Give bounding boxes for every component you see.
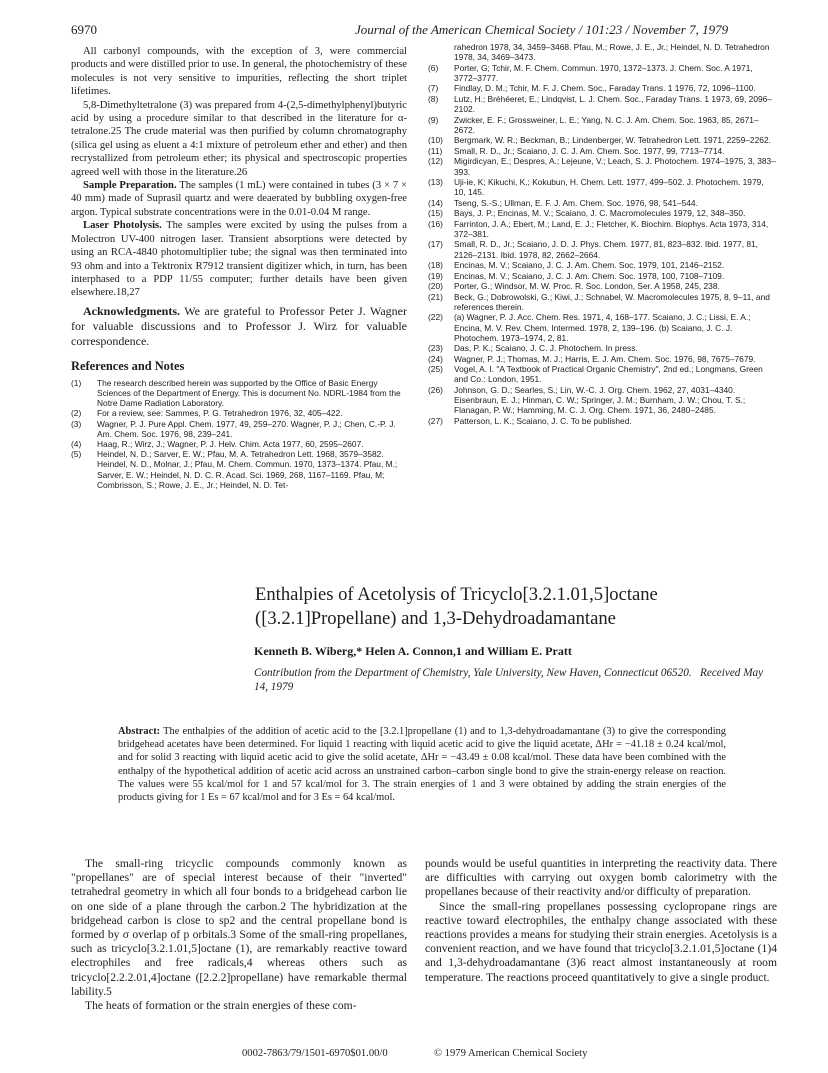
reference-number: (12): [428, 156, 443, 167]
reference-text: Heindel, N. D.; Sarver, E. W.; Pfau, M. A. Tetrahedron Lett. 1968, 3579–3582. Heindel, N. D., Molnar, J.; Pfau, M. Chem. Commun. 1970, 1373–1374. Pfau, M.; Sarver, E. W.; Heindel, N. D. C. R. Acad. Sci. 1969, 268, 1167–1169. Pfau, M; Combrisson, S.; Rowe, J. E., Jr.; Heindel, N. D. Tet-: [97, 449, 398, 490]
reference-list-right: [428, 42, 776, 426]
intro-paragraph: pounds would be useful quantities in interpreting the reactivity data. There are difficulties with carrying out oxygen bomb calorimetry with the propellanes because of their reactivity and/or difficulty of preparation.: [425, 857, 777, 899]
reference-list-left: [71, 378, 407, 490]
reference-item: [428, 94, 776, 114]
reference-number: (14): [428, 197, 443, 208]
reference-item: [428, 219, 776, 239]
reference-item: [428, 281, 776, 291]
reference-text: Bays, J. P.; Encinas, M. V.; Scaiano, J. C. Macromolecules 1979, 12, 348–350.: [454, 208, 746, 219]
reference-item: [428, 354, 776, 364]
reference-text: Porter, G; Tchir, M. F. Chem. Commun. 1970, 1372–1373. J. Chem. Soc. A 1971, 3772–3777.: [454, 62, 753, 83]
reference-number: (22): [428, 312, 443, 323]
reference-text: For a review, see: Sammes, P. G. Tetrahedron 1976, 32, 405–422.: [97, 408, 343, 419]
reference-number: (3): [71, 418, 82, 429]
reference-text: Encinas, M. V.; Scaiano, J. C. J. Am. Chem. Soc. 1978, 100, 7108–7109.: [454, 270, 725, 281]
reference-text: Wagner, P. J. Pure Appl. Chem. 1977, 49, 259–270. Wagner, P. J.; Chen, C.-P. J. Am. Chem. Soc. 1976, 98, 239–241.: [97, 418, 396, 439]
intro-paragraph: Since the small-ring propellanes possessing cyclopropane rings are reactive toward electrophiles, the enthalpy change associated with these reactions provides a means for studying their strain energies. Acetolysis is a convenient reaction, and we have found that tricyclo[3.2.1.01,5]octane (1)4 and 1,3-dehydroadamantane (3)6 react almost instantaneously at room temperature. The reactions proceed quantitatively to give a single product.: [425, 899, 777, 984]
reference-number: (19): [428, 270, 443, 281]
reference-item: [428, 156, 776, 176]
reference-item: [428, 63, 776, 83]
acknowledgments-text: We are grateful to Professor Peter J. Wagner for valuable discussions and to Professor J. Wirz for valuable correspondence.: [71, 303, 407, 348]
paragraph-sample-preparation: [71, 179, 407, 219]
abstract-text: The enthalpies of the addition of acetic acid to the [3.2.1]propellane (1) and to 1,3-dehydroadamantane (3) to give the corresponding bridgehead acetates have been determined. For liquid 1 reacting with liquid acetic acid to give the liquid acetate, ΔHr = −41.18 ± 0.24 kcal/mol, and for solid 3 reacting with liquid acetic acid to give the solid acetate, ΔHr = −43.49 ± 0.08 kcal/mol. These data have been combined with the enthalpy of the hypothetical addition of acetic acid across an unstrained carbon–carbon single bond to give the strain-energy release on reaction. The values were 55 kcal/mol for 1 and 57 kcal/mol for 3. The strain energies of 1 and 3 were obtained by adding the strain energies of the products giving for 1 Es = 67 kcal/mol and for 3 Es = 64 kcal/mol.: [118, 726, 726, 804]
reference-text: Porter, G.; Windsor, M. W. Proc. R. Soc. London, Ser. A 1958, 245, 238.: [454, 281, 720, 292]
laser-photolysis-text: The samples were excited by using the pulses from a Molectron UV-400 nitrogen laser. Transient absorptions were detected by using an RCA-4840 photomultiplier tube; the signal was then terminated into 93 ohm and into a Tektronix R7912 transient digitizer which, in turn, has been interphased to a PDP 11/55 computer; further details have been given elsewhere.18,27: [71, 220, 407, 299]
reference-text: Patterson, L. K.; Scaiano, J. C. To be published.: [454, 415, 632, 426]
running-head: Journal of the American Chemical Society / 101:23 / November 7, 1979: [355, 22, 729, 37]
reference-text: Vogel, A. I. "A Textbook of Practical Organic Chemistry", 2nd ed.; Longmans, Green and Co.: London, 1951.: [454, 364, 763, 385]
reference-item: [428, 146, 776, 156]
left-column: [71, 45, 407, 490]
reference-number: (11): [428, 145, 443, 156]
reference-item: [428, 83, 776, 93]
reference-item: [428, 343, 776, 353]
footer-copyright: © 1979 American Chemical Society: [434, 1048, 588, 1059]
references-heading: References and Notes: [71, 358, 185, 373]
laser-photolysis-heading: Laser Photolysis.: [83, 220, 162, 232]
reference-text: Farrinton, J. A.; Ebert, M.; Land, E. J.; Fletcher, K. Biochim. Biophys. Acta 1973, 314, 372–381.: [454, 218, 769, 239]
reference-number: (21): [428, 291, 443, 302]
reference-text: Small, R. D., Jr.; Scaiano, J. D. J. Phys. Chem. 1977, 81, 823–832. Ibid. 1977, 81, 2126–2131. Ibid. 1978, 82, 2662–2664.: [454, 239, 758, 260]
reference-number: (9): [428, 114, 439, 125]
reference-item: [428, 177, 776, 197]
intro-left-column: [71, 857, 407, 1013]
reference-text: Beck, G.; Dobrowolski, G.; Kiwi, J.; Schnabel, W. Macromolecules 1975, 8, 9–11, and references therein.: [454, 291, 770, 312]
reference-text: Migirdicyan, E.; Despres, A.; Lejeune, V.; Leach, S. J. Photochem. 1974–1975, 3, 383–393.: [454, 156, 776, 177]
reference-number: (7): [428, 83, 439, 94]
reference-number: (18): [428, 260, 443, 271]
reference-text: Haag, R.; Wirz, J.; Wagner, P. J. Helv. Chim. Acta 1977, 60, 2595–2607.: [97, 438, 364, 449]
reference-item: [71, 408, 407, 418]
reference-number: (10): [428, 135, 443, 146]
intro-paragraph: The heats of formation or the strain energies of these com-: [85, 999, 357, 1013]
reference-item: [428, 312, 776, 343]
reference-text: Encinas, M. V.; Scaiano, J. C. J. Am. Chem. Soc. 1979, 101, 2146–2152.: [454, 260, 725, 271]
reference-number: (17): [428, 239, 443, 250]
reference-item: [428, 364, 776, 384]
reference-text: Uji-ie, K; Kikuchi, K.; Kokubun, H. Chem. Lett. 1977, 499–502. J. Photochem. 1979, 10, 145.: [454, 177, 764, 198]
paragraph-dimethyltetralone: 5,8-Dimethyltetralone (3) was prepared from 4-(2,5-dimethylphenyl)butyric acid by using a procedure similar to that described in the literature for α-tetralone.25 The crude material was then purified by column chromatography (silica gel using as eluent a 4:1 mixture of petroleum ether and ether) and then recrystallized from petroleum ether; its physical and spectroscopic properties agreed well with those in the literature.26: [71, 99, 407, 178]
reference-text: Lutz, H.; Bréhéeret, E.; Lindqvist, L. J. Chem. Soc., Faraday Trans. 1 1973, 69, 2096–2102.: [454, 93, 772, 115]
article-authors: Kenneth B. Wiberg,* Helen A. Connon,1 and William E. Pratt: [254, 644, 572, 658]
reference-number: (5): [71, 449, 82, 460]
reference-number: (8): [428, 93, 439, 104]
reference-number: (4): [71, 438, 82, 449]
reference-item: [71, 449, 407, 490]
reference-number: (16): [428, 218, 443, 229]
abstract-label: Abstract:: [118, 726, 161, 737]
reference-number: (25): [428, 364, 443, 375]
reference-item: [428, 208, 776, 218]
reference-text: Zwicker, E. F.; Grossweiner, L. E.; Yang, N. C. J. Am. Chem. Soc. 1963, 85, 2671–2672.: [454, 114, 759, 135]
reference-item: [71, 419, 407, 439]
paragraph-materials: All carbonyl compounds, with the exception of 3, were commercial products and were distilled prior to use. In general, the photochemistry of these molecules is not very sensitive to impurities, reflecting the short triplet lifetimes.: [71, 46, 407, 98]
reference-item: [428, 292, 776, 312]
reference-number: (6): [428, 62, 439, 73]
reference-text: rahedron 1978, 34, 3459–3468. Pfau, M.; Rowe, J. E., Jr.; Heindel, N. D. Tetrahedron 1978, 34, 3469–3473.: [454, 42, 770, 63]
reference-text: Wagner, P. J.; Thomas, M. J.; Harris, E. J. Am. Chem. Soc. 1976, 98, 7675–7679.: [454, 353, 756, 364]
reference-number: (20): [428, 281, 443, 292]
reference-item: [428, 385, 776, 416]
reference-number: (15): [428, 208, 443, 219]
reference-item: [428, 239, 776, 259]
reference-number: (1): [71, 377, 82, 388]
sample-preparation-heading: Sample Preparation.: [83, 180, 177, 192]
reference-text: Das, P. K.; Scaiano, J. C. J. Photochem. In press.: [454, 343, 638, 354]
reference-text: (a) Wagner, P. J. Acc. Chem. Res. 1971, 4, 168–177. Scaiano, J. C.; Lissi, E. A.; Encina, M. V. Rev. Chem. Intermed. 1978, 2, 139–196. (b) Scaiano, J. C. J. Photochem. 1973–1974, 2, 81.: [454, 312, 751, 343]
reference-text: Tseng, S.-S.; Ullman, E. F. J. Am. Chem. Soc. 1976, 98, 541–544.: [454, 197, 698, 208]
reference-text: The research described herein was supported by the Office of Basic Energy Sciences of the Department of Energy. This is document No. NDRL-1984 from the Notre Dame Radiation Laboratory.: [97, 377, 401, 409]
right-column: [428, 42, 776, 426]
article-affiliation: [254, 666, 774, 694]
reference-number: (26): [428, 384, 443, 395]
reference-number: (23): [428, 343, 443, 354]
reference-number: (13): [428, 177, 443, 188]
sample-preparation-text: The samples (1 mL) were contained in tubes (3 × 7 × 40 mm) made of Suprasil quartz and were deaerated by bubbling oxygen-free argon. Typical substrate concentrations were in the 0.01-0.04 M range.: [71, 180, 407, 218]
reference-item: [428, 271, 776, 281]
abstract: [118, 725, 726, 804]
paragraph-laser-photolysis: [71, 219, 407, 299]
intro-right-column: [425, 857, 777, 985]
acknowledgments-heading: Acknowledgments.: [83, 303, 181, 318]
reference-number: (27): [428, 415, 443, 426]
reference-continuation: [428, 42, 776, 62]
reference-number: (2): [71, 408, 82, 419]
reference-item: [428, 198, 776, 208]
reference-text: Johnson, G. D.; Searles, S.; Lin, W.-C. J. Org. Chem. 1962, 27, 4031–4340. Eisenbraun, E. J.; Hinman, C. W.; Springer, J. M.; Burnham, J. W.; Chou, T. S.; Flanagan, P. W.; Hamming, M. C. J. Org. Chem. 1971, 36, 2480–2485.: [454, 384, 746, 416]
reference-item: [428, 260, 776, 270]
reference-item: [71, 439, 407, 449]
page-number: 6970: [71, 22, 97, 37]
reference-item: [71, 378, 407, 409]
reference-item: [428, 416, 776, 426]
footer-article-code: 0002-7863/79/1501-6970$01.00/0: [242, 1048, 388, 1059]
reference-item: [428, 115, 776, 135]
reference-item: [428, 135, 776, 145]
article-title: Enthalpies of Acetolysis of Tricyclo[3.2.1.01,5]octane ([3.2.1]Propellane) and 1,3-Dehydroadamantane: [255, 584, 658, 629]
reference-text: Bergmark, W. R.; Beckman, B.; Lindenberger, W. Tetrahedron Lett. 1971, 2259–2262.: [454, 135, 771, 146]
reference-text: Small, R. D., Jr.; Scaiano, J. C. J. Am. Chem. Soc. 1977, 99, 7713–7714.: [454, 145, 725, 156]
paragraph-acknowledgments: [71, 304, 407, 349]
reference-text: Findlay, D. M.; Tchir, M. F. J. Chem. Soc., Faraday Trans. 1 1976, 72, 1096–1100.: [454, 83, 756, 94]
affiliation-text: Contribution from the Department of Chemistry, Yale University, New Haven, Connecticut 06520.: [254, 667, 692, 679]
intro-paragraph: The small-ring tricyclic compounds commonly known as "propellanes" are of special interest because of their "inverted" tetrahedral geometry in which all four bonds to a bridgehead carbon lie on one side of a plane through the carbon.2 The hybridization at the bridgehead carbon is close to sp2 and the central propellane bond is formed by σ overlap of p orbitals.3 Some of the small-ring propellanes, such as tricyclo[3.2.1.01,5]octane (1), are remarkably reactive toward electrophiles and free radicals,4 whereas others such as tricyclo[2.2.2.01,4]octane ([2.2.2]propellane) have remarkable thermal lability.5: [71, 857, 407, 998]
reference-number: (24): [428, 353, 443, 364]
received-date: Received May 14, 1979: [254, 667, 764, 693]
